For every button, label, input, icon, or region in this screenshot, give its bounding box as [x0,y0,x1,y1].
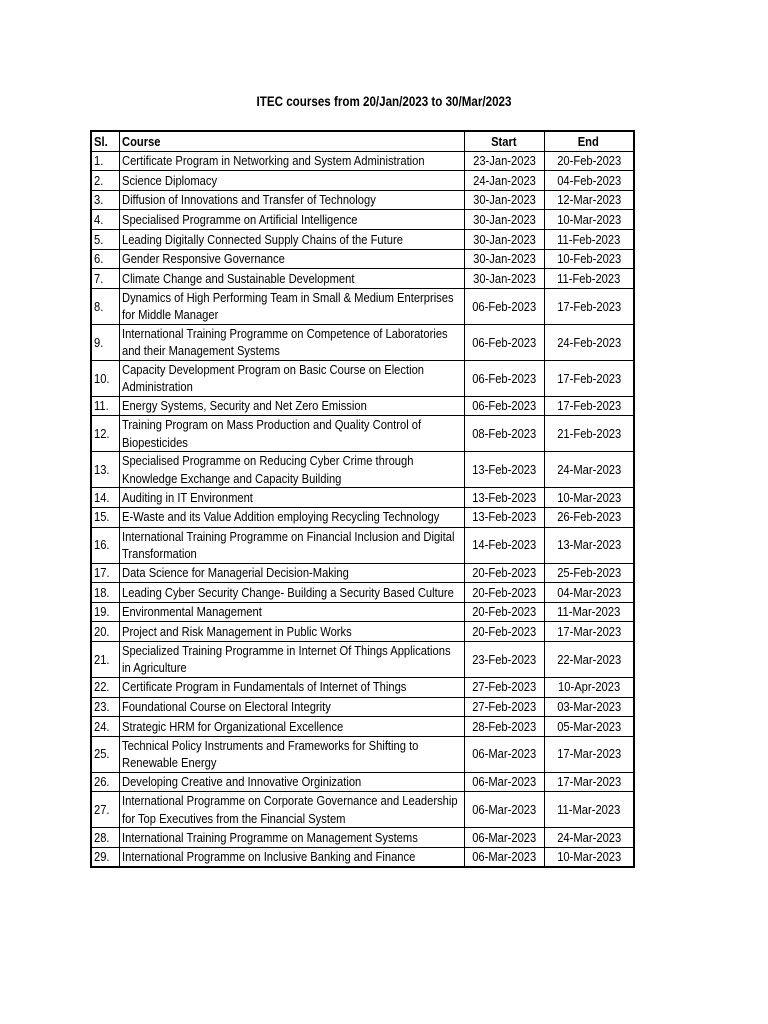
cell-end: 10-Mar-2023 [544,847,634,867]
cell-sl: 3. [91,190,119,210]
cell-start: 08-Feb-2023 [464,416,544,452]
cell-start: 13-Feb-2023 [464,507,544,527]
cell-start: 06-Mar-2023 [464,847,544,867]
header-end: End [544,131,634,151]
cell-end: 10-Mar-2023 [544,210,634,230]
table-row [91,622,634,642]
table-row [91,396,634,416]
cell-sl: 17. [91,563,119,583]
cell-sl: 9. [91,324,119,360]
table-header-row [91,131,634,151]
cell-sl: 21. [91,641,119,677]
cell-course: Developing Creative and Innovative Orginization [119,772,464,792]
cell-end: 04-Mar-2023 [544,583,634,603]
table-row [91,677,634,697]
cell-start: 06-Mar-2023 [464,736,544,772]
cell-sl: 23. [91,697,119,717]
cell-end: 04-Feb-2023 [544,171,634,191]
cell-end: 24-Mar-2023 [544,828,634,848]
cell-start: 06-Mar-2023 [464,772,544,792]
table-row [91,151,634,171]
cell-sl: 7. [91,269,119,289]
cell-end: 11-Mar-2023 [544,792,634,828]
table-row [91,736,634,772]
cell-start: 06-Feb-2023 [464,324,544,360]
header-course: Course [119,131,464,151]
cell-course: E-Waste and its Value Addition employing Recycling Technology [119,507,464,527]
cell-end: 11-Mar-2023 [544,602,634,622]
cell-start: 28-Feb-2023 [464,717,544,737]
table-row [91,360,634,396]
cell-end: 05-Mar-2023 [544,717,634,737]
cell-course: International Training Programme on Financial Inclusion and Digital Transformation [119,527,464,563]
table-row [91,792,634,828]
cell-sl: 25. [91,736,119,772]
courses-table [90,130,635,868]
cell-end: 13-Mar-2023 [544,527,634,563]
cell-end: 10-Apr-2023 [544,677,634,697]
table-row [91,641,634,677]
cell-course: International Programme on Corporate Governance and Leadership for Top Executives from the Financial System [119,792,464,828]
cell-start: 20-Feb-2023 [464,602,544,622]
cell-sl: 4. [91,210,119,230]
cell-course: Capacity Development Program on Basic Course on Election Administration [119,360,464,396]
cell-course: Certificate Program in Fundamentals of Internet of Things [119,677,464,697]
cell-start: 23-Feb-2023 [464,641,544,677]
cell-course: Data Science for Managerial Decision-Making [119,563,464,583]
table-row [91,269,634,289]
cell-course: Energy Systems, Security and Net Zero Emission [119,396,464,416]
table-row [91,452,634,488]
cell-end: 21-Feb-2023 [544,416,634,452]
cell-end: 25-Feb-2023 [544,563,634,583]
cell-start: 27-Feb-2023 [464,697,544,717]
cell-course: Strategic HRM for Organizational Excellence [119,717,464,737]
cell-course: Gender Responsive Governance [119,249,464,269]
table-row [91,488,634,508]
cell-start: 30-Jan-2023 [464,249,544,269]
cell-end: 17-Mar-2023 [544,772,634,792]
cell-course: Leading Digitally Connected Supply Chains of the Future [119,229,464,249]
cell-end: 10-Mar-2023 [544,488,634,508]
cell-course: Auditing in IT Environment [119,488,464,508]
document-title-text: ITEC courses from 20/Jan/2023 to 30/Mar/2023 [256,94,512,109]
cell-start: 06-Feb-2023 [464,288,544,324]
cell-end: 17-Feb-2023 [544,360,634,396]
cell-sl: 18. [91,583,119,603]
cell-course: Foundational Course on Electoral Integrity [119,697,464,717]
cell-course: International Programme on Inclusive Banking and Finance [119,847,464,867]
cell-sl: 13. [91,452,119,488]
cell-start: 13-Feb-2023 [464,452,544,488]
table-row [91,697,634,717]
table-row [91,847,634,867]
cell-start: 30-Jan-2023 [464,190,544,210]
cell-sl: 14. [91,488,119,508]
cell-course: International Training Programme on Competence of Laboratories and their Management Systems [119,324,464,360]
table-body [91,151,634,867]
cell-course: Leading Cyber Security Change- Building a Security Based Culture [119,583,464,603]
cell-end: 24-Mar-2023 [544,452,634,488]
cell-end: 22-Mar-2023 [544,641,634,677]
table-row [91,249,634,269]
cell-course: Certificate Program in Networking and System Administration [119,151,464,171]
cell-end: 24-Feb-2023 [544,324,634,360]
cell-course: Specialised Programme on Reducing Cyber Crime through Knowledge Exchange and Capacity Building [119,452,464,488]
table-row [91,190,634,210]
table-row [91,717,634,737]
cell-course: Diffusion of Innovations and Transfer of Technology [119,190,464,210]
cell-course: Dynamics of High Performing Team in Small & Medium Enterprises for Middle Manager [119,288,464,324]
cell-sl: 11. [91,396,119,416]
cell-start: 30-Jan-2023 [464,210,544,230]
cell-start: 06-Mar-2023 [464,792,544,828]
header-start: Start [464,131,544,151]
table-row [91,602,634,622]
cell-end: 10-Feb-2023 [544,249,634,269]
table-row [91,772,634,792]
cell-start: 06-Mar-2023 [464,828,544,848]
table-row [91,171,634,191]
cell-start: 24-Jan-2023 [464,171,544,191]
document-title [54,94,714,109]
cell-end: 11-Feb-2023 [544,229,634,249]
cell-start: 20-Feb-2023 [464,622,544,642]
cell-sl: 6. [91,249,119,269]
cell-start: 23-Jan-2023 [464,151,544,171]
cell-start: 30-Jan-2023 [464,229,544,249]
cell-sl: 5. [91,229,119,249]
cell-end: 17-Feb-2023 [544,288,634,324]
cell-start: 30-Jan-2023 [464,269,544,289]
cell-course: Environmental Management [119,602,464,622]
cell-course: Specialised Programme on Artificial Intelligence [119,210,464,230]
table-row [91,507,634,527]
cell-sl: 24. [91,717,119,737]
table-row [91,416,634,452]
table-row [91,229,634,249]
cell-end: 17-Feb-2023 [544,396,634,416]
cell-sl: 16. [91,527,119,563]
table-row [91,210,634,230]
cell-course: International Training Programme on Management Systems [119,828,464,848]
cell-sl: 26. [91,772,119,792]
cell-end: 17-Mar-2023 [544,622,634,642]
cell-sl: 22. [91,677,119,697]
cell-course: Science Diplomacy [119,171,464,191]
cell-end: 17-Mar-2023 [544,736,634,772]
table-row [91,324,634,360]
cell-start: 20-Feb-2023 [464,563,544,583]
cell-start: 13-Feb-2023 [464,488,544,508]
cell-course: Technical Policy Instruments and Frameworks for Shifting to Renewable Energy [119,736,464,772]
cell-course: Climate Change and Sustainable Development [119,269,464,289]
cell-end: 26-Feb-2023 [544,507,634,527]
cell-end: 12-Mar-2023 [544,190,634,210]
cell-sl: 8. [91,288,119,324]
cell-start: 14-Feb-2023 [464,527,544,563]
cell-end: 20-Feb-2023 [544,151,634,171]
cell-sl: 10. [91,360,119,396]
cell-start: 27-Feb-2023 [464,677,544,697]
cell-course: Training Program on Mass Production and Quality Control of Biopesticides [119,416,464,452]
cell-sl: 28. [91,828,119,848]
cell-course: Specialized Training Programme in Internet Of Things Applications in Agriculture [119,641,464,677]
header-sl: Sl. [91,131,119,151]
cell-end: 11-Feb-2023 [544,269,634,289]
cell-start: 20-Feb-2023 [464,583,544,603]
cell-start: 06-Feb-2023 [464,396,544,416]
cell-start: 06-Feb-2023 [464,360,544,396]
cell-course: Project and Risk Management in Public Works [119,622,464,642]
cell-sl: 1. [91,151,119,171]
cell-end: 03-Mar-2023 [544,697,634,717]
cell-sl: 2. [91,171,119,191]
cell-sl: 12. [91,416,119,452]
cell-sl: 19. [91,602,119,622]
cell-sl: 20. [91,622,119,642]
cell-sl: 27. [91,792,119,828]
table-row [91,563,634,583]
cell-sl: 29. [91,847,119,867]
table-row [91,828,634,848]
table-row [91,288,634,324]
table-row [91,583,634,603]
cell-sl: 15. [91,507,119,527]
table-row [91,527,634,563]
